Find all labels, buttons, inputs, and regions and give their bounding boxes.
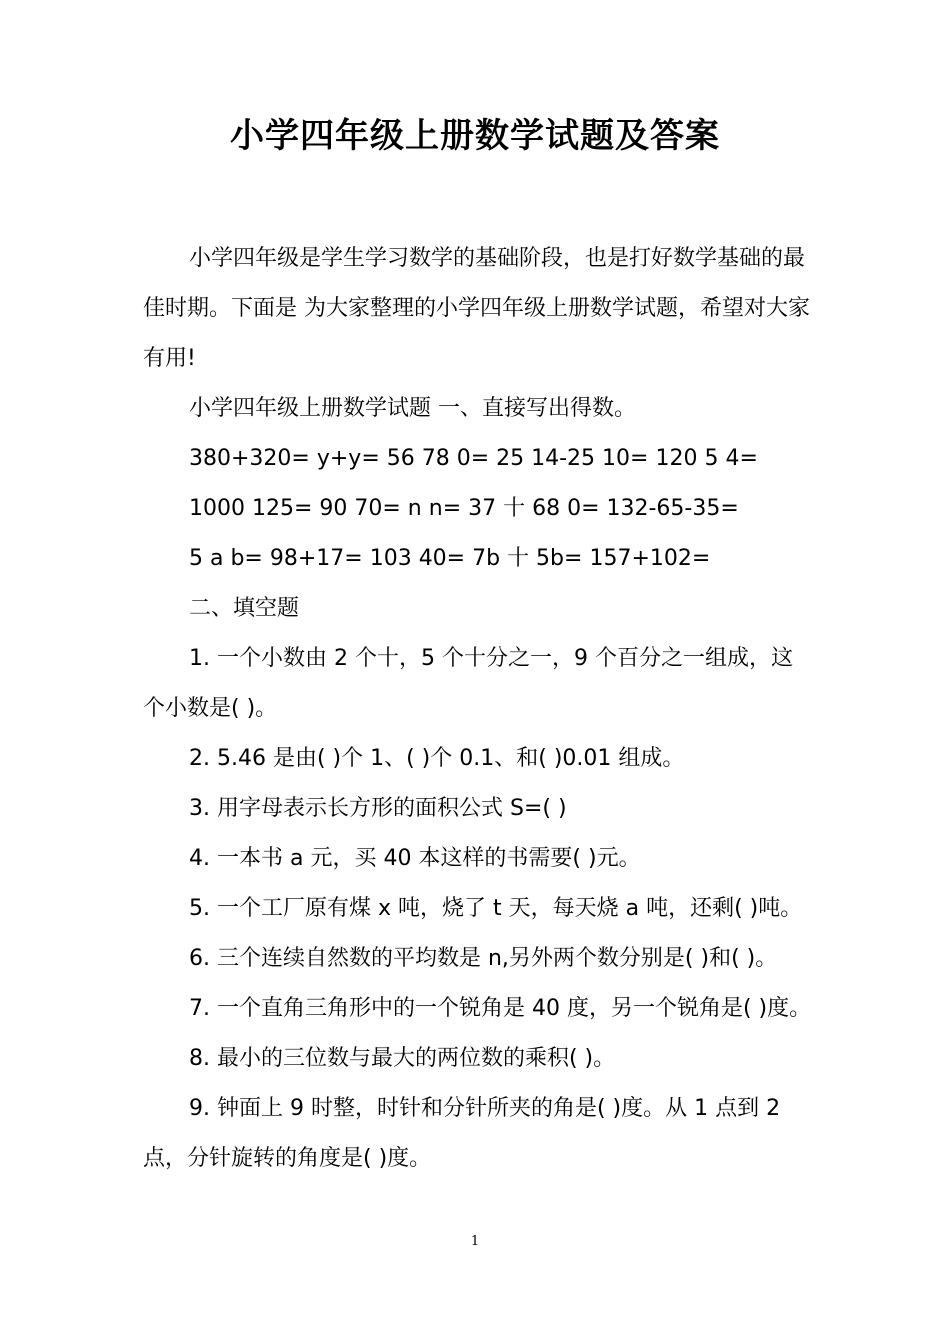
section-heading-fill-blanks: 二、填空题 bbox=[189, 596, 300, 621]
calculation-row: 1000 125= 90 70= n n= 37 十 68 0= 132-65-35= bbox=[189, 496, 739, 521]
question-item: 1. 一个小数由 2 个十，5 个十分之一，9 个百分之一组成，这个小数是( )。 bbox=[143, 646, 793, 721]
calculation-row: 5 a b= 98+17= 103 40= 7b 十 5b= 157+102= bbox=[189, 546, 711, 571]
page-number: 1 bbox=[470, 1234, 480, 1249]
document-body bbox=[143, 234, 811, 1184]
intro-paragraph: 小学四年级是学生学习数学的基础阶段，也是打好数学基础的最佳时期。下面是 为大家整理的小学四年级上册数学试题，希望对大家有用! bbox=[143, 246, 810, 371]
question-item: 8. 最小的三位数与最大的两位数的乘积( )。 bbox=[189, 1046, 616, 1071]
document-title: 小学四年级上册数学试题及答案 bbox=[230, 116, 720, 156]
question-item: 6. 三个连续自然数的平均数是 n,另外两个数分别是( )和( )。 bbox=[189, 946, 778, 971]
question-item: 2. 5.46 是由( )个 1、( )个 0.1、和( )0.01 组成。 bbox=[189, 746, 685, 771]
calculation-row: 380+320= y+y= 56 78 0= 25 14-25 10= 120 5 4= bbox=[189, 446, 758, 471]
question-item: 9. 钟面上 9 时整，时针和分针所夹的角是( )度。从 1 点到 2 点，分针旋转的角度是( )度。 bbox=[143, 1096, 781, 1171]
section-heading-direct-answers: 小学四年级上册数学试题 一、直接写出得数。 bbox=[189, 396, 636, 421]
question-item: 7. 一个直角三角形中的一个锐角是 40 度，另一个锐角是( )度。 bbox=[189, 996, 812, 1021]
question-item: 5. 一个工厂原有煤 x 吨，烧了 t 天，每天烧 a 吨，还剩( )吨。 bbox=[189, 896, 803, 921]
question-item: 3. 用字母表示长方形的面积公式 S=( ) bbox=[189, 796, 567, 821]
question-item: 4. 一本书 a 元，买 40 本这样的书需要( )元。 bbox=[189, 846, 641, 871]
